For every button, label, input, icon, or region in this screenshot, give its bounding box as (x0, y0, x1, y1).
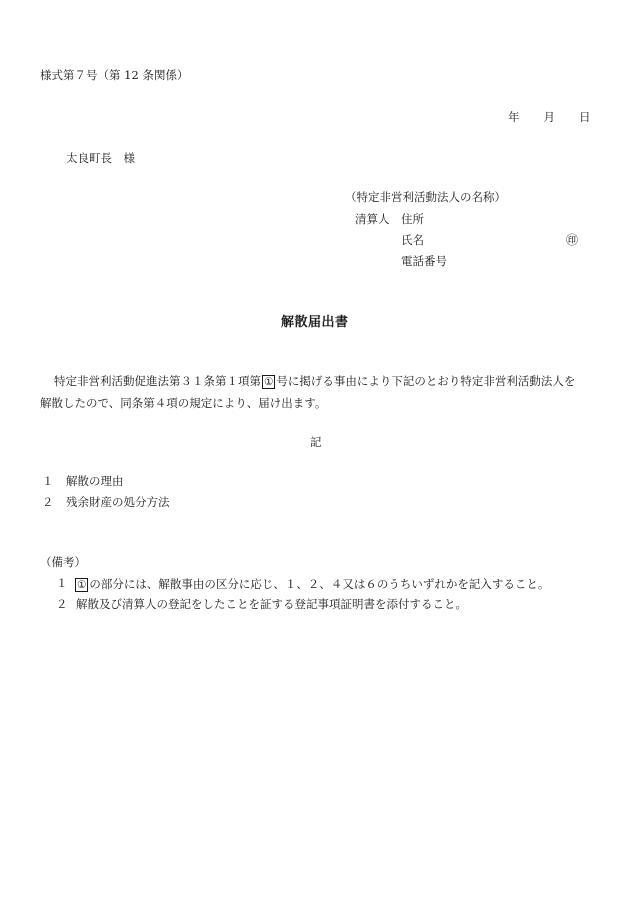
body-line-1 (54, 375, 575, 389)
date-year: 年 (508, 110, 520, 124)
form-id: 様式第７号（第 12 条関係） (40, 68, 189, 82)
seal-mark: ㊞ (566, 233, 579, 247)
item-1-text: 解散の理由 (66, 474, 124, 488)
item-2-text: 残余財産の処分方法 (66, 495, 170, 509)
address-label: 住所 (401, 212, 424, 226)
body-line-2: 解散したので、同条第４項の規定により、届け出ます。 (40, 396, 327, 410)
document-title: 解散届出書 (281, 315, 349, 330)
name-label: 氏名 (401, 233, 424, 247)
addressee: 太良町長 様 (66, 151, 135, 165)
item-2-num: ２ (42, 495, 54, 509)
note-1 (74, 578, 549, 592)
note-1-num: １ (56, 576, 68, 590)
phone-label: 電話番号 (401, 254, 447, 268)
box-mark: ① (264, 376, 274, 388)
date-line (508, 112, 591, 124)
org-name-label: （特定非営利活動法人の名称） (345, 190, 506, 204)
note-2-num: ２ (56, 597, 68, 611)
note-2-text: 解散及び清算人の登記をしたことを証する登記事項証明書を添付すること。 (76, 597, 467, 611)
body-line-1-before: 特定非営利活動促進法第３１条第１項第 (54, 374, 261, 388)
remarks-heading: （備考） (40, 555, 86, 569)
note-1-box-mark: ① (77, 579, 87, 591)
note-1-text: の部分には、解散事由の区分に応じ、１、２、４又は６のうちいずれかを記入すること。 (89, 577, 550, 591)
item-1-num: １ (42, 474, 54, 488)
body-line-1-after: 号に掲げる事由により下記のとおり特定非営利活動法人を (276, 374, 576, 388)
role-label: 清算人 (355, 212, 390, 226)
date-month: 月 (543, 110, 555, 124)
ki-heading: 記 (310, 435, 322, 449)
date-day: 日 (579, 110, 591, 124)
